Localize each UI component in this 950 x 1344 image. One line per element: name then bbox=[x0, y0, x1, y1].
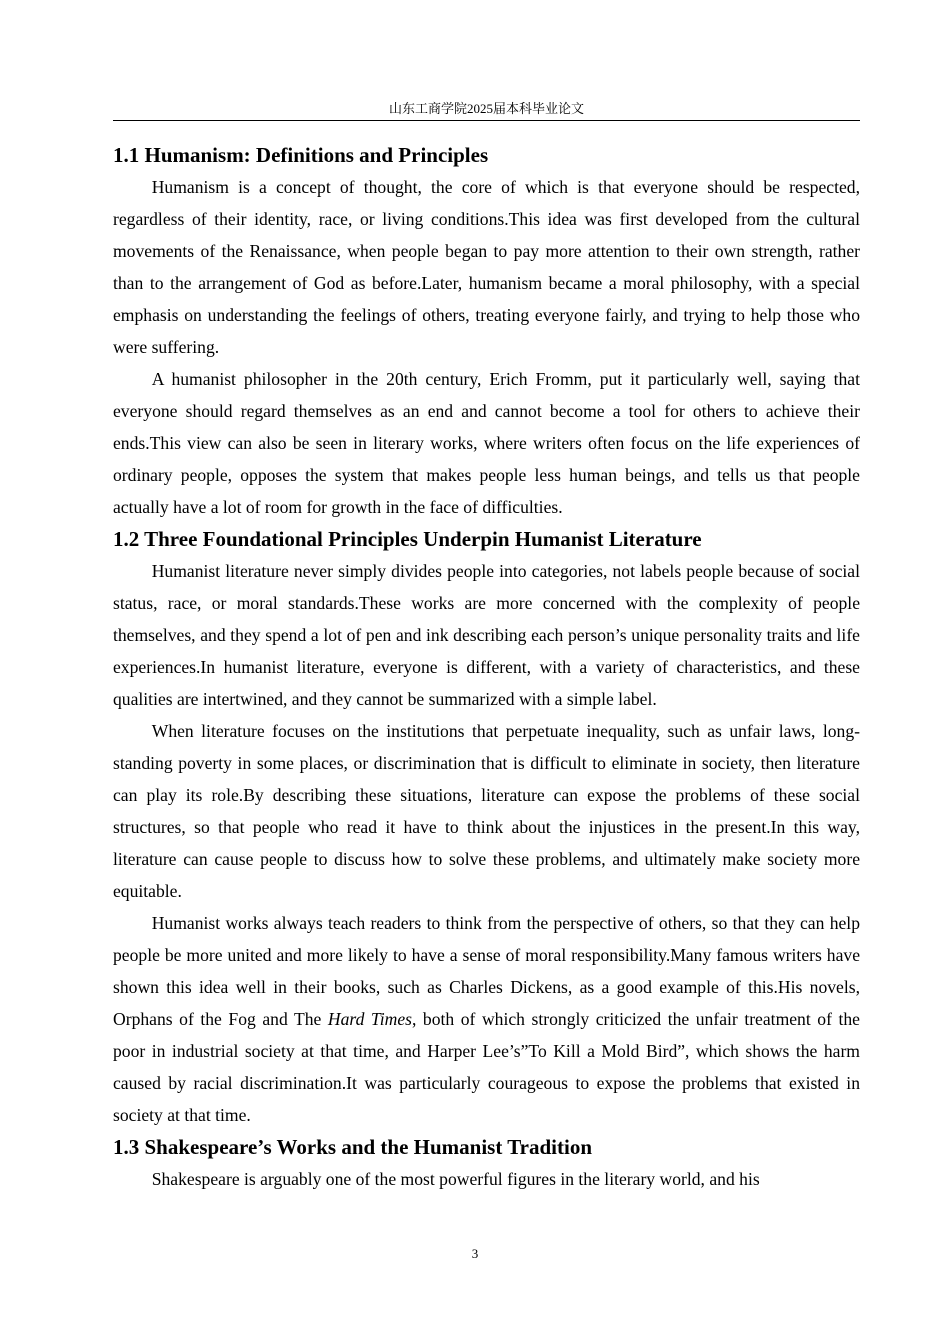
book-title-italic: Hard Times bbox=[327, 1009, 412, 1029]
paragraph: When literature focuses on the institutions that perpetuate inequality, such as unfair laws, long-standing poverty in some places, or discrimination that is difficult to eliminate in society, then literature can play its role.By describing these situations, literature can expose the problems of these social structures, so that people who read it have to think about the injustices in the present.In this way, literature can cause people to discuss how to solve these problems, and ultimately make society more equitable. bbox=[113, 721, 860, 901]
paragraph bbox=[113, 907, 860, 1131]
page-number: 3 bbox=[471, 1246, 479, 1261]
paragraph: Humanism is a concept of thought, the core of which is that everyone should be respected, regardless of their identity, race, or living conditions.This idea was first developed from the cultural movements of the Renaissance, when people began to pay more attention to their own strength, rather than to the arrangement of God as before.Later, humanism became a moral philosophy, with a special emphasis on understanding the feelings of others, treating everyone fairly, and trying to help those who were suffering. bbox=[113, 177, 860, 357]
paragraph: Shakespeare is arguably one of the most powerful figures in the literary world, and his bbox=[151, 1169, 760, 1189]
section-heading-1-1: 1.1 Humanism: Definitions and Principles bbox=[113, 143, 489, 167]
paragraph: Humanist literature never simply divides people into categories, not labels people because of social status, race, or moral standards.These works are more concerned with the complexity of people themselves, and they spend a lot of pen and ink describing each person’s unique personality traits and life experiences.In humanist literature, everyone is different, with a variety of characteristics, and these qualities are intertwined, and they cannot be summarized with a simple label. bbox=[113, 561, 860, 709]
page-header: 山东工商学院2025届本科毕业论文 bbox=[388, 101, 584, 116]
header-divider bbox=[113, 120, 860, 121]
paragraph-text: Humanist works always teach readers to think from the perspective of others, so that they can help people be more united and more likely to have a sense of moral responsibility.Many famous writers have shown this idea well in their books, such as Charles Dickens, as a good example of this.His novels, Orphans of the Fog and The bbox=[113, 913, 860, 1029]
section-heading-1-2: 1.2 Three Foundational Principles Underpin Humanist Literature bbox=[113, 527, 702, 551]
paragraph-text: , both of which strongly criticized the unfair treatment of the poor in industrial society at that time, and Harper Lee’s”To Kill a Mold Bird”, which shows the harm caused by racial discrimination.It was particularly courageous to expose the problems that existed in society at that time. bbox=[113, 1009, 860, 1125]
paragraph: A humanist philosopher in the 20th century, Erich Fromm, put it particularly well, saying that everyone should regard themselves as an end and cannot become a tool for others to achieve their ends.This view can also be seen in literary works, where writers often focus on the life experiences of ordinary people, opposes the system that makes people less human beings, and tells us that people actually have a lot of room for growth in the face of difficulties. bbox=[113, 369, 860, 517]
section-heading-1-3: 1.3 Shakespeare’s Works and the Humanist Tradition bbox=[113, 1135, 593, 1159]
page-body bbox=[113, 139, 860, 1195]
